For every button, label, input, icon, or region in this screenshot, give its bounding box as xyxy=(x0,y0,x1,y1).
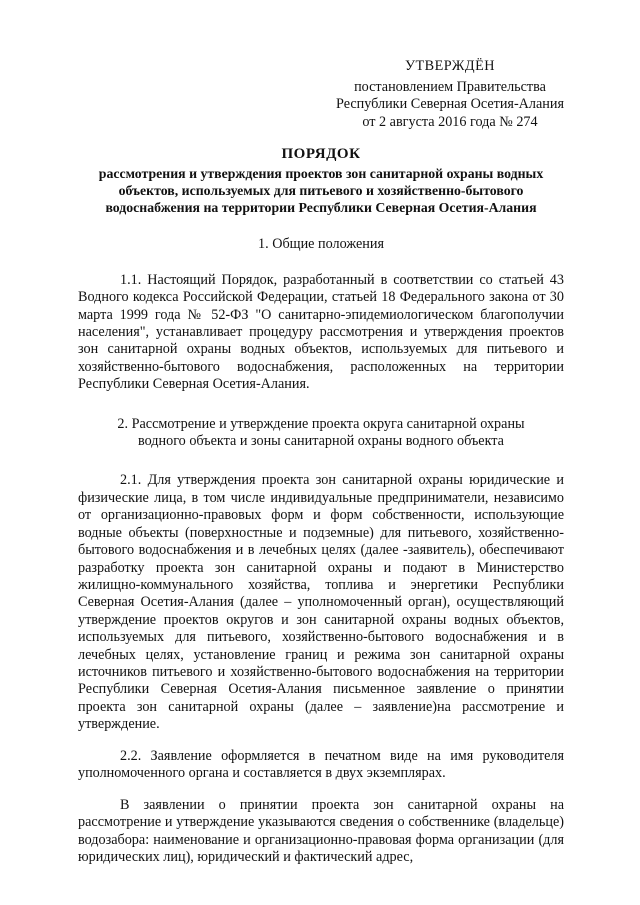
section-heading-2 xyxy=(78,416,564,451)
document-body xyxy=(78,146,564,881)
paragraph-1-1: 1.1. Настоящий Порядок, разработанный в соответствии со статьей 43 Водного кодекса Российской Федерации, статьей 18 Федерального закона от 30 марта 1999 года № 52-ФЗ "О санитарно-эпидемиологическом благополучии населения", устанавливает процедуру рассмотрения и утверждения проектов зон санитарной охраны водных объектов, используемых для питьевого и хозяйственно-бытового водоснабжения, расположенных на территории Республики Северная Осетия-Алания. xyxy=(78,271,564,393)
section-heading-1: 1. Общие положения xyxy=(258,236,384,253)
approval-line: от 2 августа 2016 года № 274 xyxy=(362,113,538,130)
paragraph-2-1: 2.1. Для утверждения проекта зон санитарной охраны юридические и физические лица, в том числе индивидуальные предприниматели, независимо от организационно-правовых форм и форм собственности, использующие водные объекты (поверхностные и подземные) для питьевого, хозяйственно-бытового водоснабжения и в лечебных целях (далее -заявитель), обеспечивают разработку проекта зон санитарной охраны и подают в Министерство жилищно-коммунального хозяйства, топлива и энергетики Республики Северная Осетия-Алания (далее – уполномоченный орган), осуществляющий утверждение проектов округов и зон санитарной охраны водных объектов, используемых для питьевого, хозяйственно-бытового водоснабжения и в лечебных целях, установление границ и режима зон санитарной охраны источников питьевого и хозяйственно-бытового водоснабжения на территории Республики Северная Осетия-Алания письменное заявление о принятии проекта зон санитарной охраны (далее – заявление)на рассмотрение и утверждение. xyxy=(78,472,564,733)
subtitle-line: рассмотрения и утверждения проектов зон санитарной охраны водных xyxy=(98,166,544,182)
section-heading-line: водного объекта и зоны санитарной охраны водного объекта xyxy=(138,433,504,450)
subtitle-line: водоснабжения на территории Республики Северная Осетия-Алания xyxy=(105,200,537,216)
section-heading-line: 2. Рассмотрение и утверждение проекта округа санитарной охраны xyxy=(117,415,525,432)
paragraph-2-2: 2.2. Заявление оформляется в печатном виде на имя руководителя уполномоченного органа и составляется в двух экземплярах. xyxy=(78,747,564,782)
subtitle-line: объектов, используемых для питьевого и хозяйственно-бытового xyxy=(118,183,524,199)
document-subtitle xyxy=(78,165,564,216)
document-title: ПОРЯДОК xyxy=(281,146,361,162)
paragraph-2-3: В заявлении о принятии проекта зон санитарной охраны на рассмотрение и утверждение указываются сведения о собственнике (владельце) водозабора: наименование и организационно-правовая форма организации (для юридических лиц), юридический и фактический адрес, xyxy=(78,796,564,865)
approval-line: постановлением Правительства xyxy=(354,78,546,95)
approval-stamp xyxy=(300,58,600,131)
approval-heading: УТВЕРЖДЁН xyxy=(404,58,496,74)
approval-line: Республики Северная Осетия-Алания xyxy=(335,96,564,113)
